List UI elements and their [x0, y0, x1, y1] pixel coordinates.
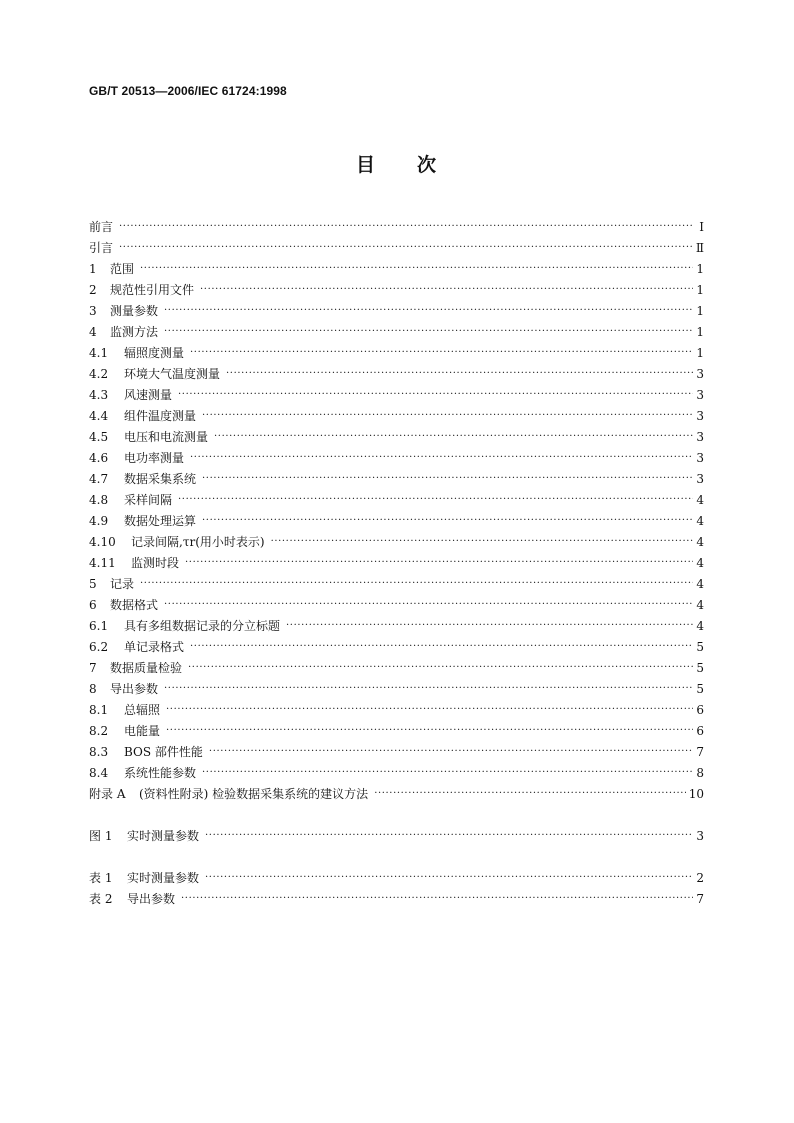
- entry-page-number: 5: [696, 640, 704, 654]
- entry-page-number: Ⅰ: [699, 220, 704, 234]
- entry-number: 4.7: [89, 472, 109, 486]
- entry-page-number: 4: [696, 514, 704, 528]
- leader-dots: [178, 385, 693, 405]
- entry-number: 4: [89, 325, 97, 339]
- entry-number: 5: [89, 577, 97, 591]
- leader-dots: [119, 217, 693, 237]
- toc-entry[interactable]: [89, 742, 704, 762]
- toc-entry[interactable]: [89, 427, 704, 447]
- title-part-1: 目: [355, 154, 377, 176]
- leader-dots: [226, 364, 693, 384]
- entry-number: 4.4: [89, 409, 109, 423]
- leader-dots: [185, 553, 693, 573]
- entry-number: 7: [89, 661, 97, 675]
- entry-number: 4.9: [89, 514, 109, 528]
- entry-label: 实时测量参数: [127, 829, 200, 843]
- entry-label: 风速测量: [124, 388, 173, 402]
- toc-entry[interactable]: [89, 637, 704, 657]
- entry-page-number: 3: [696, 451, 704, 465]
- entry-label: 单记录格式: [124, 640, 185, 654]
- entry-label: 导出参数: [127, 892, 176, 906]
- entry-page-number: 3: [696, 829, 704, 843]
- leader-dots: [202, 763, 693, 783]
- entry-label: 记录: [110, 577, 135, 591]
- leader-dots: [188, 658, 693, 678]
- toc-entry[interactable]: [89, 532, 704, 552]
- entry-number: 4.8: [89, 493, 109, 507]
- leader-dots: [286, 616, 693, 636]
- leader-dots: [166, 700, 693, 720]
- toc-entry[interactable]: [89, 721, 704, 741]
- entry-page-number: 4: [696, 556, 704, 570]
- entry-label: 监测方法: [110, 325, 159, 339]
- page-title: [0, 150, 794, 177]
- leader-dots: [271, 532, 693, 552]
- entry-page-number: 6: [696, 724, 704, 738]
- leader-dots: [205, 868, 693, 888]
- entry-number: 表 2: [89, 892, 113, 906]
- entry-number: 6.1: [89, 619, 109, 633]
- entry-number: 4.5: [89, 430, 109, 444]
- entry-page-number: 7: [696, 745, 704, 759]
- entry-page-number: 1: [696, 325, 704, 339]
- entry-label: 记录间隔,τr(用小时表示): [131, 535, 265, 549]
- entry-label: 总辐照: [124, 703, 161, 717]
- toc-entry[interactable]: [89, 511, 704, 531]
- entry-number: 2: [89, 283, 97, 297]
- table-entry[interactable]: [89, 889, 704, 909]
- entry-page-number: 6: [696, 703, 704, 717]
- toc-entry[interactable]: [89, 343, 704, 363]
- toc-entry[interactable]: [89, 490, 704, 510]
- leader-dots: [164, 679, 693, 699]
- leader-dots: [202, 511, 693, 531]
- entry-page-number: 4: [696, 493, 704, 507]
- toc-entry[interactable]: [89, 763, 704, 783]
- entry-label: 组件温度测量: [124, 409, 197, 423]
- entry-number: 附录 A: [89, 787, 126, 801]
- entry-page-number: 4: [696, 535, 704, 549]
- entry-page-number: 1: [696, 304, 704, 318]
- leader-dots: [202, 469, 693, 489]
- leader-dots: [374, 784, 686, 804]
- entry-label: 系统性能参数: [124, 766, 197, 780]
- entry-number: 8.2: [89, 724, 109, 738]
- toc-entry[interactable]: [89, 238, 704, 258]
- leader-dots: [202, 406, 693, 426]
- entry-number: 8: [89, 682, 97, 696]
- entry-page-number: 3: [696, 472, 704, 486]
- entry-label: 规范性引用文件: [110, 283, 195, 297]
- toc-entry[interactable]: [89, 385, 704, 405]
- leader-dots: [164, 322, 693, 342]
- leader-dots: [166, 721, 693, 741]
- entry-page-number: Ⅱ: [695, 241, 704, 255]
- entry-page-number: 3: [696, 409, 704, 423]
- toc-entry[interactable]: [89, 364, 704, 384]
- leader-dots: [190, 343, 693, 363]
- entry-label: 数据处理运算: [124, 514, 197, 528]
- entry-label: BOS 部件性能: [124, 745, 203, 759]
- entry-number: 4.3: [89, 388, 109, 402]
- toc-entry[interactable]: [89, 595, 704, 615]
- entry-page-number: 4: [696, 619, 704, 633]
- leader-dots: [190, 637, 693, 657]
- title-part-2: 次: [417, 154, 439, 176]
- toc-entry[interactable]: [89, 469, 704, 489]
- leader-dots: [209, 742, 693, 762]
- entry-page-number: 3: [696, 367, 704, 381]
- toc-entry[interactable]: [89, 406, 704, 426]
- entry-label: (资料性附录) 检验数据采集系统的建议方法: [139, 787, 369, 801]
- entry-page-number: 1: [696, 283, 704, 297]
- entry-page-number: 3: [696, 388, 704, 402]
- entry-number: 1: [89, 262, 97, 276]
- leader-dots: [214, 427, 693, 447]
- leader-dots: [205, 826, 693, 846]
- leader-dots: [200, 280, 693, 300]
- entry-number: 4.2: [89, 367, 109, 381]
- toc-entry[interactable]: [89, 658, 704, 678]
- leader-dots: [140, 259, 693, 279]
- entry-label: 采样间隔: [124, 493, 173, 507]
- entry-label: 辐照度测量: [124, 346, 185, 360]
- toc-entry[interactable]: [89, 322, 704, 342]
- leader-dots: [119, 238, 693, 258]
- figure-entry[interactable]: [89, 826, 704, 846]
- entry-label: 导出参数: [110, 682, 159, 696]
- entry-number: 6.2: [89, 640, 109, 654]
- entry-label: 前言: [89, 220, 114, 234]
- toc-entry[interactable]: [89, 616, 704, 636]
- toc-entry[interactable]: [89, 553, 704, 573]
- entry-label: 电压和电流测量: [124, 430, 209, 444]
- entry-page-number: 4: [696, 598, 704, 612]
- leader-dots: [140, 574, 693, 594]
- entry-label: 环境大气温度测量: [124, 367, 221, 381]
- entry-page-number: 10: [688, 787, 704, 801]
- entry-number: 图 1: [89, 829, 113, 843]
- leader-dots: [190, 448, 693, 468]
- table-entry[interactable]: [89, 868, 704, 888]
- entry-label: 测量参数: [110, 304, 159, 318]
- toc-entry[interactable]: [89, 301, 704, 321]
- toc-entry[interactable]: [89, 280, 704, 300]
- entry-label: 电能量: [124, 724, 161, 738]
- entry-number: 4.11: [89, 556, 116, 570]
- toc-entry[interactable]: [89, 574, 704, 594]
- entry-label: 引言: [89, 241, 114, 255]
- leader-dots: [164, 301, 693, 321]
- toc-entry[interactable]: [89, 217, 704, 237]
- toc-entry[interactable]: [89, 679, 704, 699]
- leader-dots: [164, 595, 693, 615]
- entry-label: 电功率测量: [124, 451, 185, 465]
- entry-number: 6: [89, 598, 97, 612]
- toc-entry[interactable]: [89, 700, 704, 720]
- entry-page-number: 8: [696, 766, 704, 780]
- entry-page-number: 5: [696, 661, 704, 675]
- entry-page-number: 3: [696, 430, 704, 444]
- entry-number: 8.4: [89, 766, 109, 780]
- toc-entry[interactable]: [89, 259, 704, 279]
- standard-number: GB/T 20513—2006/IEC 61724:1998: [89, 84, 287, 98]
- entry-page-number: 5: [696, 682, 704, 696]
- entry-label: 数据质量检验: [110, 661, 183, 675]
- entry-label: 范围: [110, 262, 135, 276]
- entry-page-number: 1: [696, 262, 704, 276]
- entry-label: 实时测量参数: [127, 871, 200, 885]
- entry-label: 具有多组数据记录的分立标题: [124, 619, 281, 633]
- entry-page-number: 4: [696, 577, 704, 591]
- entry-page-number: 1: [696, 346, 704, 360]
- entry-label: 数据采集系统: [124, 472, 197, 486]
- entry-label: 数据格式: [110, 598, 159, 612]
- entry-number: 8.1: [89, 703, 109, 717]
- entry-page-number: 2: [696, 871, 704, 885]
- entry-page-number: 7: [696, 892, 704, 906]
- leader-dots: [178, 490, 693, 510]
- entry-number: 表 1: [89, 871, 113, 885]
- toc-entry[interactable]: [89, 784, 704, 804]
- leader-dots: [181, 889, 693, 909]
- entry-number: 4.6: [89, 451, 109, 465]
- entry-number: 8.3: [89, 745, 109, 759]
- entry-number: 4.10: [89, 535, 116, 549]
- entry-number: 4.1: [89, 346, 109, 360]
- entry-number: 3: [89, 304, 97, 318]
- toc-entry[interactable]: [89, 448, 704, 468]
- entry-label: 监测时段: [131, 556, 180, 570]
